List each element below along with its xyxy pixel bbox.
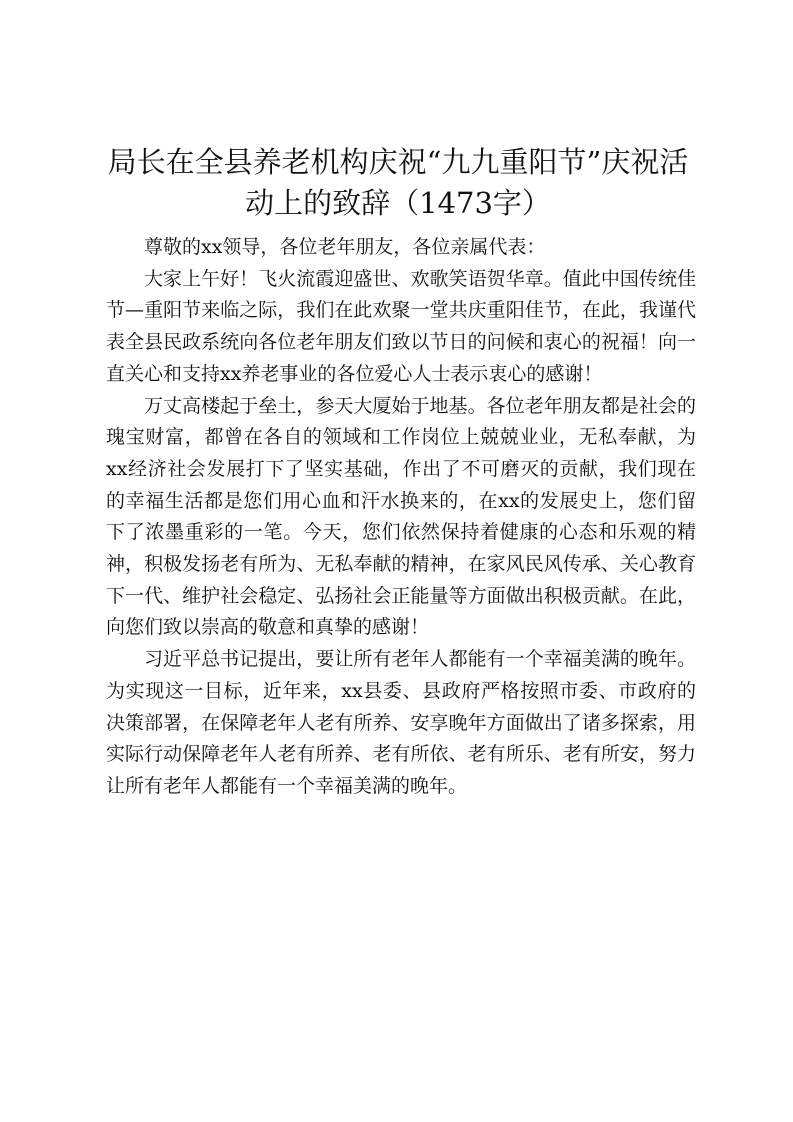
paragraph-policy: 习近平总书记提出，要让所有老年人都能有一个幸福美满的晚年。为实现这一目标，近年来，xx县委、县政府严格按照市委、市政府的决策部署，在保障老年人老有所养、安享晚年方面做出了诸多探索，用实际行动保障老年人老有所养、老有所依、老有所乐、老有所安，努力让所有老年人都能有一个幸福美满的晚年。: [106, 648, 696, 797]
paragraph-tribute: 万丈高楼起于垒土，参天大厦始于地基。各位老年朋友都是社会的瑰宝财富，都曾在各自的领域和工作岗位上兢兢业业，无私奉献，为xx经济社会发展打下了坚实基础，作出了不可磨灭的贡献，我们现在的幸福生活都是您们用心血和汗水换来的，在xx的发展史上，您们留下了浓墨重彩的一笔。今天，您们依然保持着健康的心态和乐观的精神，积极发扬老有所为、无私奉献的精神，在家风民风传承、关心教育下一代、维护社会稳定、弘扬社会正能量等方面做出积极贡献。在此，向您们致以崇高的敬意和真挚的感谢！: [106, 394, 696, 639]
paragraph-greeting: 大家上午好！飞火流霞迎盛世、欢歌笑语贺华章。值此中国传统佳节—重阳节来临之际，我们在此欢聚一堂共庆重阳佳节，在此，我谨代表全县民政系统向各位老年朋友们致以节日的问候和衷心的祝福！向一直关心和支持xx养老事业的各位爱心人士表示衷心的感谢！: [106, 267, 696, 385]
document-body: [106, 232, 696, 803]
salutation: 尊敬的xx领导，各位老年朋友，各位亲属代表：: [144, 236, 546, 258]
document-title: 局长在全县养老机构庆祝“九九重阳节”庆祝活动上的致辞（1473字）: [107, 145, 689, 220]
